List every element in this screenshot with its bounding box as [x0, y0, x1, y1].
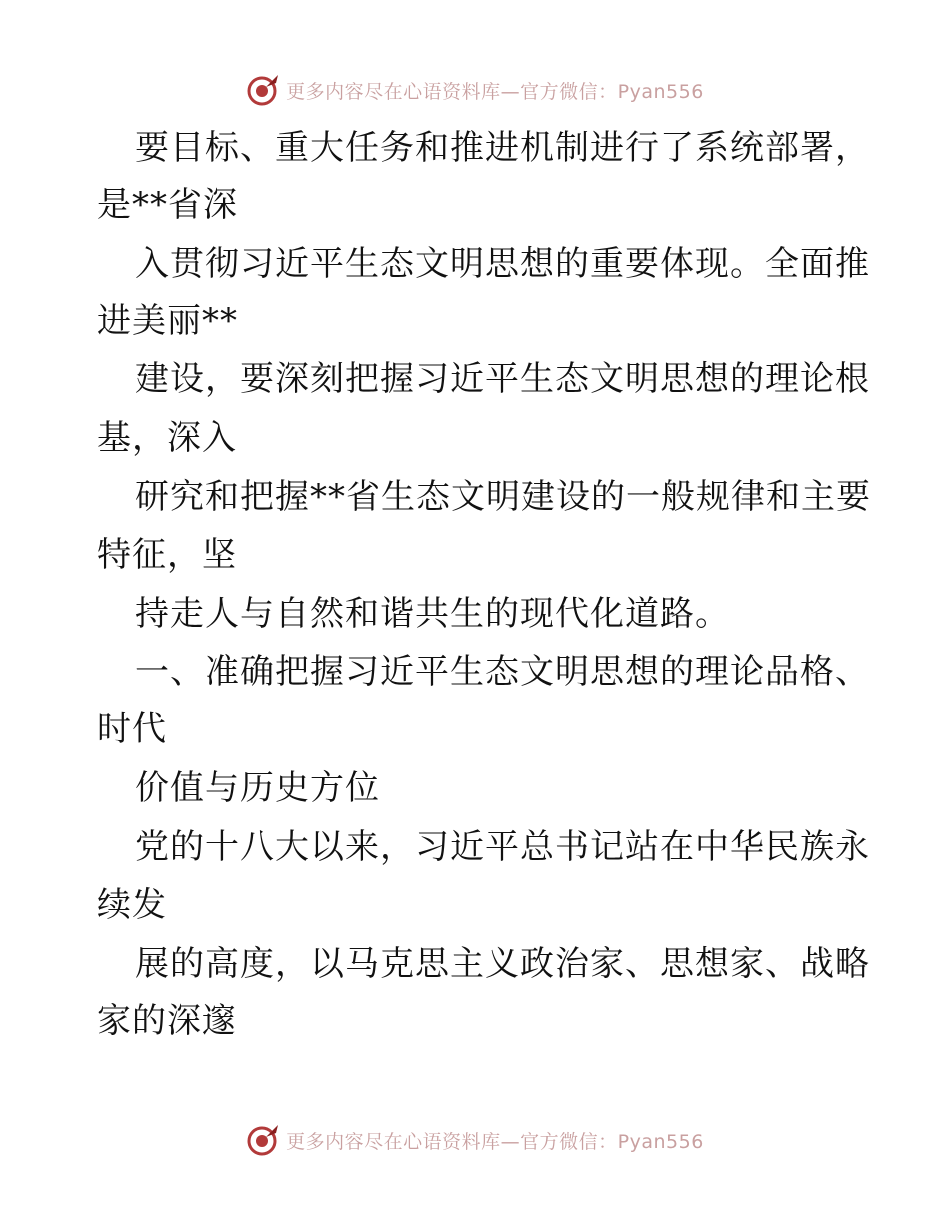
text-line: 一、准确把握习近平生态文明思想的理论品格、: [135, 652, 870, 692]
text-line: 续发: [97, 885, 167, 925]
text-line: 特征，坚: [97, 535, 237, 575]
red-quill-seal-icon: [246, 73, 280, 107]
banner-text: 更多内容尽在心语资料库—官方微信：Pyan556: [286, 80, 704, 103]
banner-text: 更多内容尽在心语资料库—官方微信：Pyan556: [286, 1130, 704, 1153]
header-watermark-banner: [0, 70, 950, 110]
text-line: 入贯彻习近平生态文明思想的重要体现。全面推: [135, 244, 870, 284]
text-line: 建设，要深刻把握习近平生态文明思想的理论根: [135, 359, 870, 399]
text-line: 党的十八大以来，习近平总书记站在中华民族永: [135, 827, 870, 867]
text-line: 要目标、重大任务和推进机制进行了系统部署，: [135, 128, 870, 168]
text-line: 家的深邃: [97, 1001, 237, 1041]
text-line: 基，深入: [97, 418, 237, 458]
text-line: 展的高度，以马克思主义政治家、思想家、战略: [135, 944, 870, 984]
text-line: 是**省深: [97, 185, 238, 225]
text-line: 进美丽**: [97, 301, 238, 341]
text-line: 研究和把握**省生态文明建设的一般规律和主要: [135, 477, 871, 517]
red-quill-seal-icon: [246, 1123, 280, 1157]
footer-watermark-banner: [0, 1120, 950, 1160]
text-line: 持走人与自然和谐共生的现代化道路。: [135, 594, 730, 634]
text-line: 价值与历史方位: [135, 768, 380, 808]
text-line: 时代: [97, 709, 167, 749]
